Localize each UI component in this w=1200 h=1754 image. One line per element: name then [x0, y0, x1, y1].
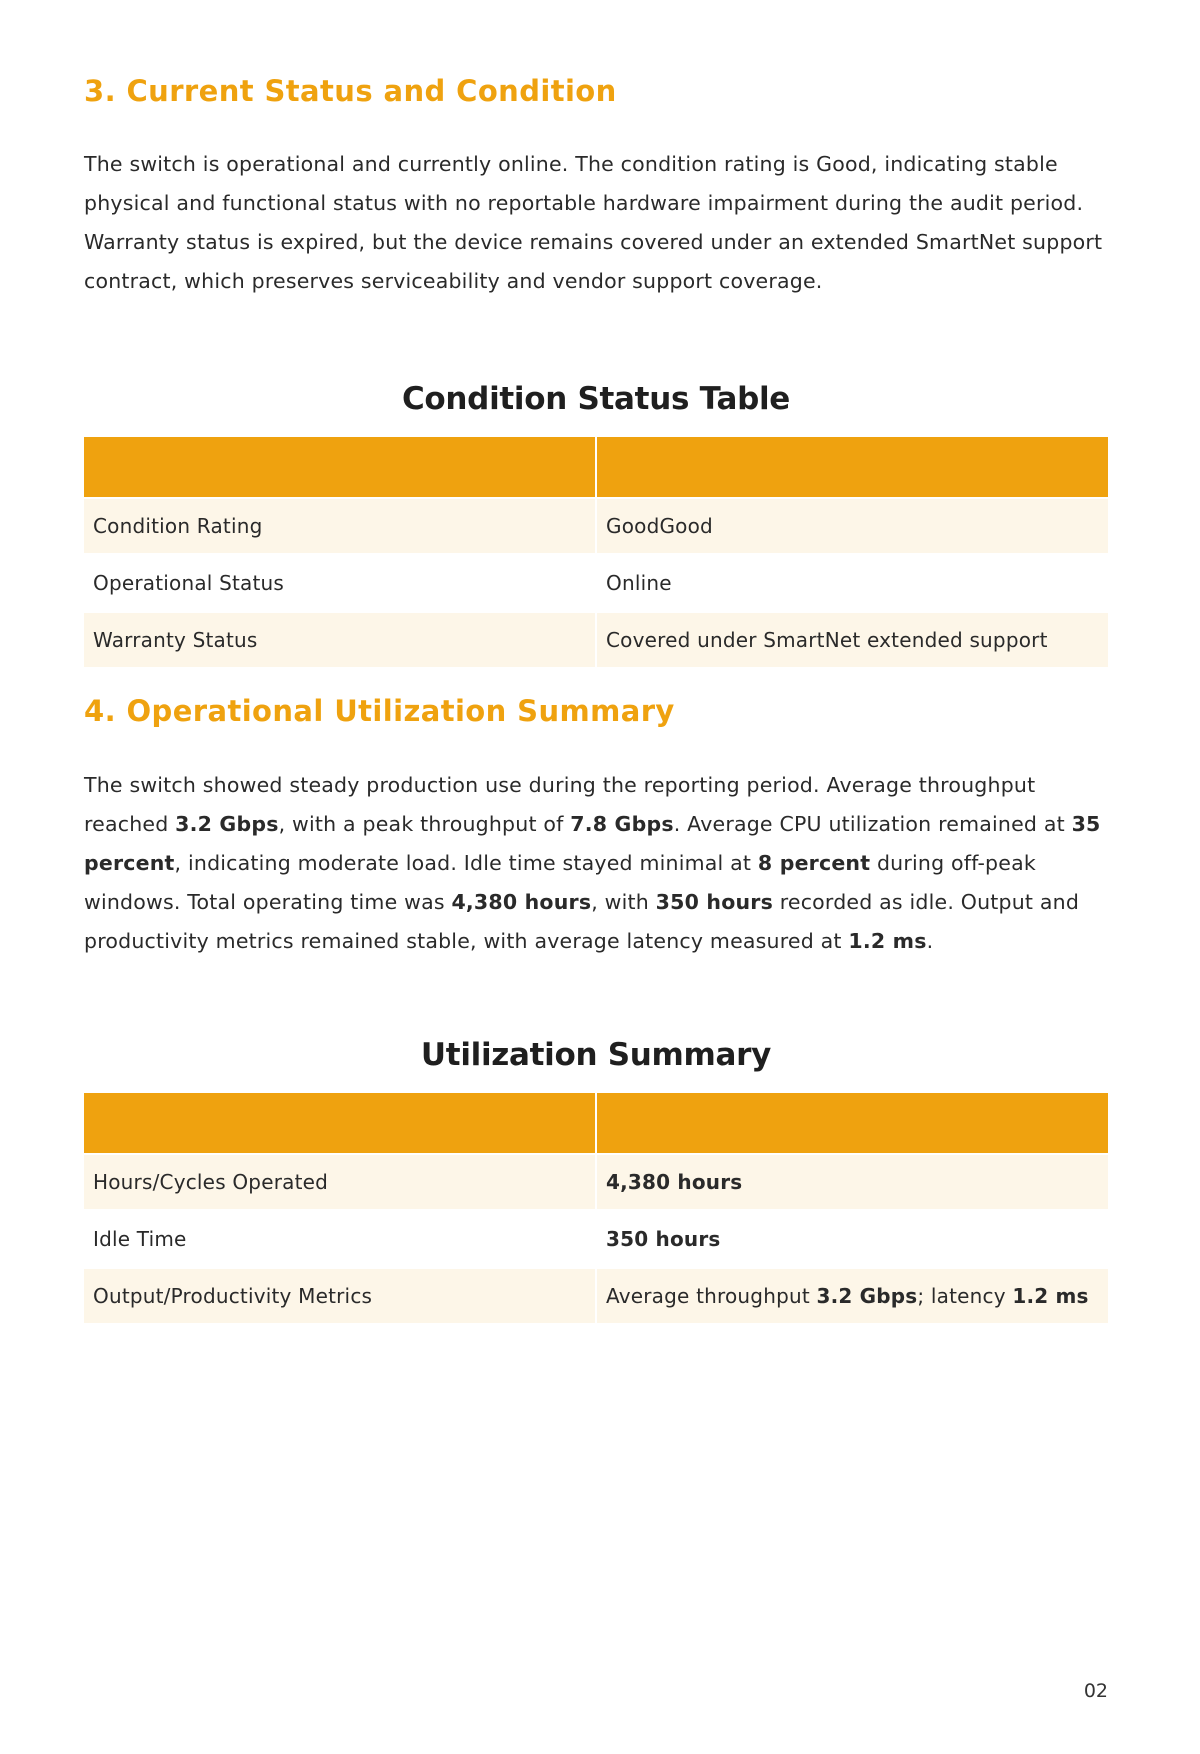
section-4-heading: 4. Operational Utilization Summary [84, 694, 675, 728]
page-number: 02 [1083, 1680, 1108, 1702]
paragraph-text: The switch showed steady production use during the reporting period. Average throughput reached [84, 773, 1036, 836]
condition-rating-value: GoodGood [596, 498, 1108, 554]
idle-percent-value: 8 percent [757, 851, 871, 875]
peak-throughput-value: 7.8 Gbps [570, 812, 674, 836]
metrics-text: ; latency [917, 1284, 1013, 1308]
condition-rating-label: Condition Rating [84, 498, 596, 554]
table-row [84, 554, 1108, 612]
operational-status-value: Online [596, 554, 1108, 612]
table-row [84, 1154, 1108, 1210]
table-row [84, 1268, 1108, 1323]
idle-time-bold: 350 hours [606, 1227, 721, 1251]
table-row [84, 498, 1108, 554]
paragraph-text: . [926, 929, 934, 953]
idle-time-label: Idle Time [84, 1210, 596, 1268]
section-3-paragraph: The switch is operational and currently online. The condition rating is Good, indicating stable physical and functional status with no reportable hardware impairment during the audit period. Warranty status is expired, but the device remains covered under an extended SmartNet support contract, which preserves serviceability and vendor support coverage. [84, 152, 1103, 293]
operational-status-label: Operational Status [84, 554, 596, 612]
operating-hours-value: 4,380 hours [451, 890, 592, 914]
condition-table-header-row [84, 437, 1108, 498]
paragraph-text: , with a peak throughput of [278, 812, 571, 836]
cpu-utilization-value: 35 percent [84, 812, 1101, 875]
table-row [84, 612, 1108, 667]
idle-time-value [596, 1210, 1108, 1268]
utilization-summary-table [84, 1093, 1108, 1323]
latency-bold: 1.2 ms [1012, 1284, 1089, 1308]
section-4-paragraph [84, 766, 1108, 961]
table-row [84, 1210, 1108, 1268]
hours-operated-label: Hours/Cycles Operated [84, 1154, 596, 1210]
throughput-bold: 3.2 Gbps [816, 1284, 918, 1308]
hours-operated-bold: 4,380 hours [606, 1170, 743, 1194]
utilization-table-title: Utilization Summary [420, 1037, 772, 1073]
hours-operated-value [596, 1154, 1108, 1210]
latency-value: 1.2 ms [848, 929, 927, 953]
condition-table-title: Condition Status Table [401, 381, 791, 417]
output-metrics-value [596, 1268, 1108, 1323]
metrics-text: Average throughput [606, 1284, 817, 1308]
output-metrics-label: Output/Productivity Metrics [84, 1268, 596, 1323]
utilization-table-header-cell [596, 1093, 1108, 1154]
condition-table-header-cell [596, 437, 1108, 498]
document-page [84, 0, 1108, 1754]
utilization-table-header-row [84, 1093, 1108, 1154]
warranty-status-label: Warranty Status [84, 612, 596, 667]
utilization-table-header-cell [84, 1093, 596, 1154]
paragraph-text: , indicating moderate load. Idle time stayed minimal at [174, 851, 758, 875]
section-3-heading: 3. Current Status and Condition [84, 74, 617, 108]
condition-table-header-cell [84, 437, 596, 498]
paragraph-text: during off-peak windows. Total operating time was [84, 851, 1036, 914]
avg-throughput-value: 3.2 Gbps [175, 812, 279, 836]
paragraph-text: recorded as idle. Output and productivity metrics remained stable, with average latency measured at [84, 890, 1080, 953]
condition-status-table [84, 437, 1108, 667]
paragraph-text: . Average CPU utilization remained at [673, 812, 1072, 836]
idle-hours-value: 350 hours [655, 890, 773, 914]
warranty-status-value: Covered under SmartNet extended support [596, 612, 1108, 667]
paragraph-text: , with [591, 890, 656, 914]
